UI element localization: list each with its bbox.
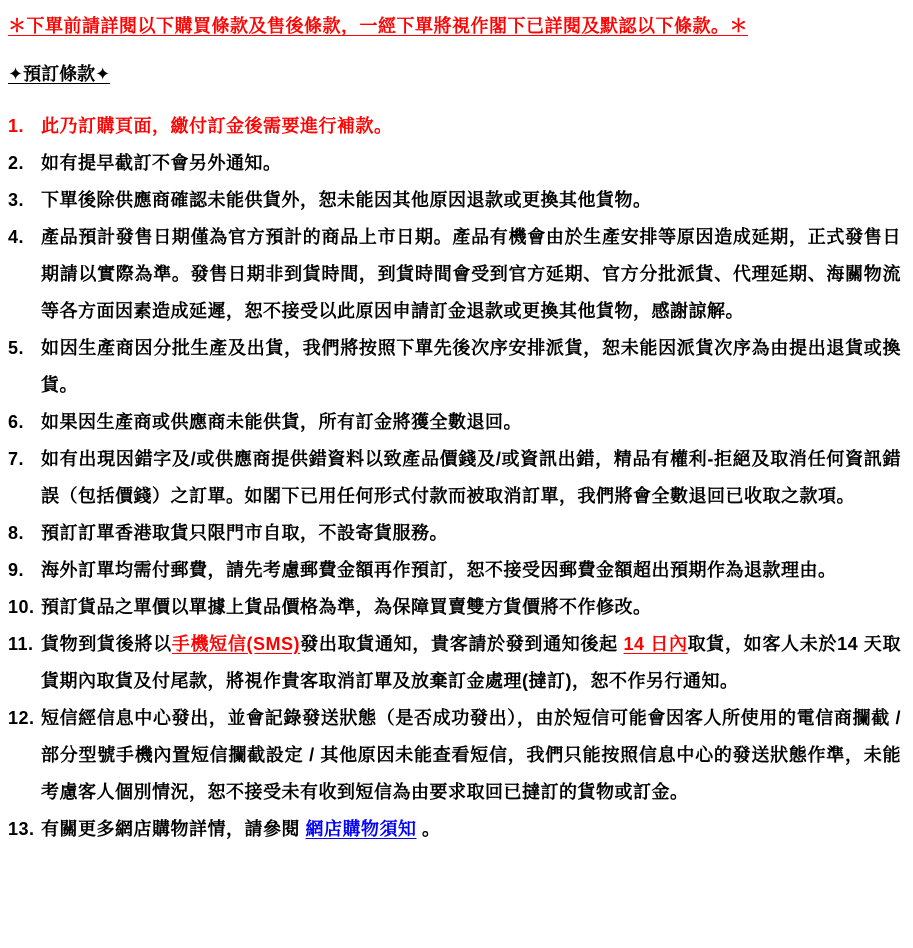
terms-list-item xyxy=(8,219,905,330)
text-segment: 此乃訂購頁面，繳付訂金後需要進行補款。 xyxy=(41,116,393,136)
item-text xyxy=(41,700,905,811)
page-title: ＊下單前請詳閱以下購買條款及售後條款，一經下單將視作閣下已詳閱及默認以下條款。＊ xyxy=(8,16,748,36)
terms-list-item xyxy=(8,182,905,219)
terms-list-item xyxy=(8,626,905,700)
text-segment: 14 日內 xyxy=(623,634,688,654)
text-segment: 如因生產商因分批生產及出貨，我們將按照下單先後次序安排派貨，恕未能因派貨次序為由提出退貨或換貨。 xyxy=(41,338,901,395)
text-segment: 下單後除供應商確認未能供貨外，恕未能因其他原因退款或更換其他貨物。 xyxy=(41,190,652,210)
item-number: 8. xyxy=(8,523,25,543)
text-segment: 。 xyxy=(416,819,441,839)
text-segment: 有關更多網店購物詳情，請參閱 xyxy=(41,819,306,839)
item-text xyxy=(41,552,905,589)
item-number: 9. xyxy=(8,560,25,580)
text-segment: 短信經信息中心發出，並會記錄發送狀態（是否成功發出），由於短信可能會因客人所使用的電信商攔截 / 部分型號手機內置短信攔截設定 / 其他原因未能查看短信，我們只能按照信息中心的發送狀態作準，未能考慮客人個別情況，恕不接受未有收到短信為由要求取回已撻訂的貨物或訂金。 xyxy=(41,708,901,802)
item-text xyxy=(41,219,905,330)
store-shopping-guide-link[interactable]: 網店購物須知 xyxy=(305,819,417,839)
item-text xyxy=(41,182,905,219)
text-segment: 如果因生產商或供應商未能供貨，所有訂金將獲全數退回。 xyxy=(41,412,522,432)
terms-list-item xyxy=(8,330,905,404)
item-text xyxy=(41,404,905,441)
text-segment: 發出取貨通知，貴客請於發到通知後起 xyxy=(300,634,624,654)
item-text xyxy=(41,441,905,515)
item-number: 4. xyxy=(8,227,25,247)
item-number: 6. xyxy=(8,412,25,432)
terms-list-item xyxy=(8,552,905,589)
text-segment: 取貨，如客人未於14 天取貨期內取貨及付尾款，將視作貴客取消訂單及放棄訂金處理(撻訂)，恕不作另行通知。 xyxy=(41,634,901,691)
item-number: 1. xyxy=(8,116,25,136)
terms-list xyxy=(8,108,905,848)
terms-list-item xyxy=(8,404,905,441)
item-number: 2. xyxy=(8,153,25,173)
terms-list-item xyxy=(8,515,905,552)
section-header: ✦預訂條款✦ xyxy=(8,64,111,84)
item-text xyxy=(41,515,905,552)
item-number: 12. xyxy=(8,708,35,728)
terms-list-item xyxy=(8,811,905,848)
text-segment: 貨物到貨後將以 xyxy=(41,634,172,654)
item-number: 13. xyxy=(8,819,35,839)
text-segment: 如有出現因錯字及/或供應商提供錯資料以致產品價錢及/或資訊出錯，精品有權利-拒絕及取消任何資訊錯誤（包括價錢）之訂單。如閣下已用任何形式付款而被取消訂單，我們將會全數退回已收取之款項。 xyxy=(41,449,901,506)
text-segment: 預訂貨品之單價以單據上貨品價格為準，為保障買賣雙方貨價將不作修改。 xyxy=(41,597,652,617)
text-segment: 預訂訂單香港取貨只限門市自取，不設寄貨服務。 xyxy=(41,523,448,543)
text-segment: 產品預計發售日期僅為官方預計的商品上市日期。產品有機會由於生產安排等原因造成延期，正式發售日期請以實際為準。發售日期非到貨時間，到貨時間會受到官方延期、官方分批派貨、代理延期、海關物流等各方面因素造成延遲，恕不接受以此原因申請訂金退款或更換其他貨物，感謝諒解。 xyxy=(41,227,901,321)
terms-list-item xyxy=(8,441,905,515)
terms-list-item xyxy=(8,589,905,626)
terms-list-item xyxy=(8,700,905,811)
item-text xyxy=(41,330,905,404)
item-text xyxy=(41,811,905,848)
item-number: 5. xyxy=(8,338,25,358)
item-number: 10. xyxy=(8,597,35,617)
text-segment: 海外訂單均需付郵費，請先考慮郵費金額再作預訂，恕不接受因郵費金額超出預期作為退款理由。 xyxy=(41,560,837,580)
text-segment: 手機短信(SMS) xyxy=(171,634,301,654)
item-number: 11. xyxy=(8,634,34,654)
terms-list-item xyxy=(8,145,905,182)
item-text xyxy=(41,108,905,145)
item-text xyxy=(41,626,905,700)
terms-list-item xyxy=(8,108,905,145)
item-number: 3. xyxy=(8,190,25,210)
text-segment: 如有提早截訂不會另外通知。 xyxy=(41,153,282,173)
item-text xyxy=(41,589,905,626)
item-number: 7. xyxy=(8,449,25,469)
item-text xyxy=(41,145,905,182)
